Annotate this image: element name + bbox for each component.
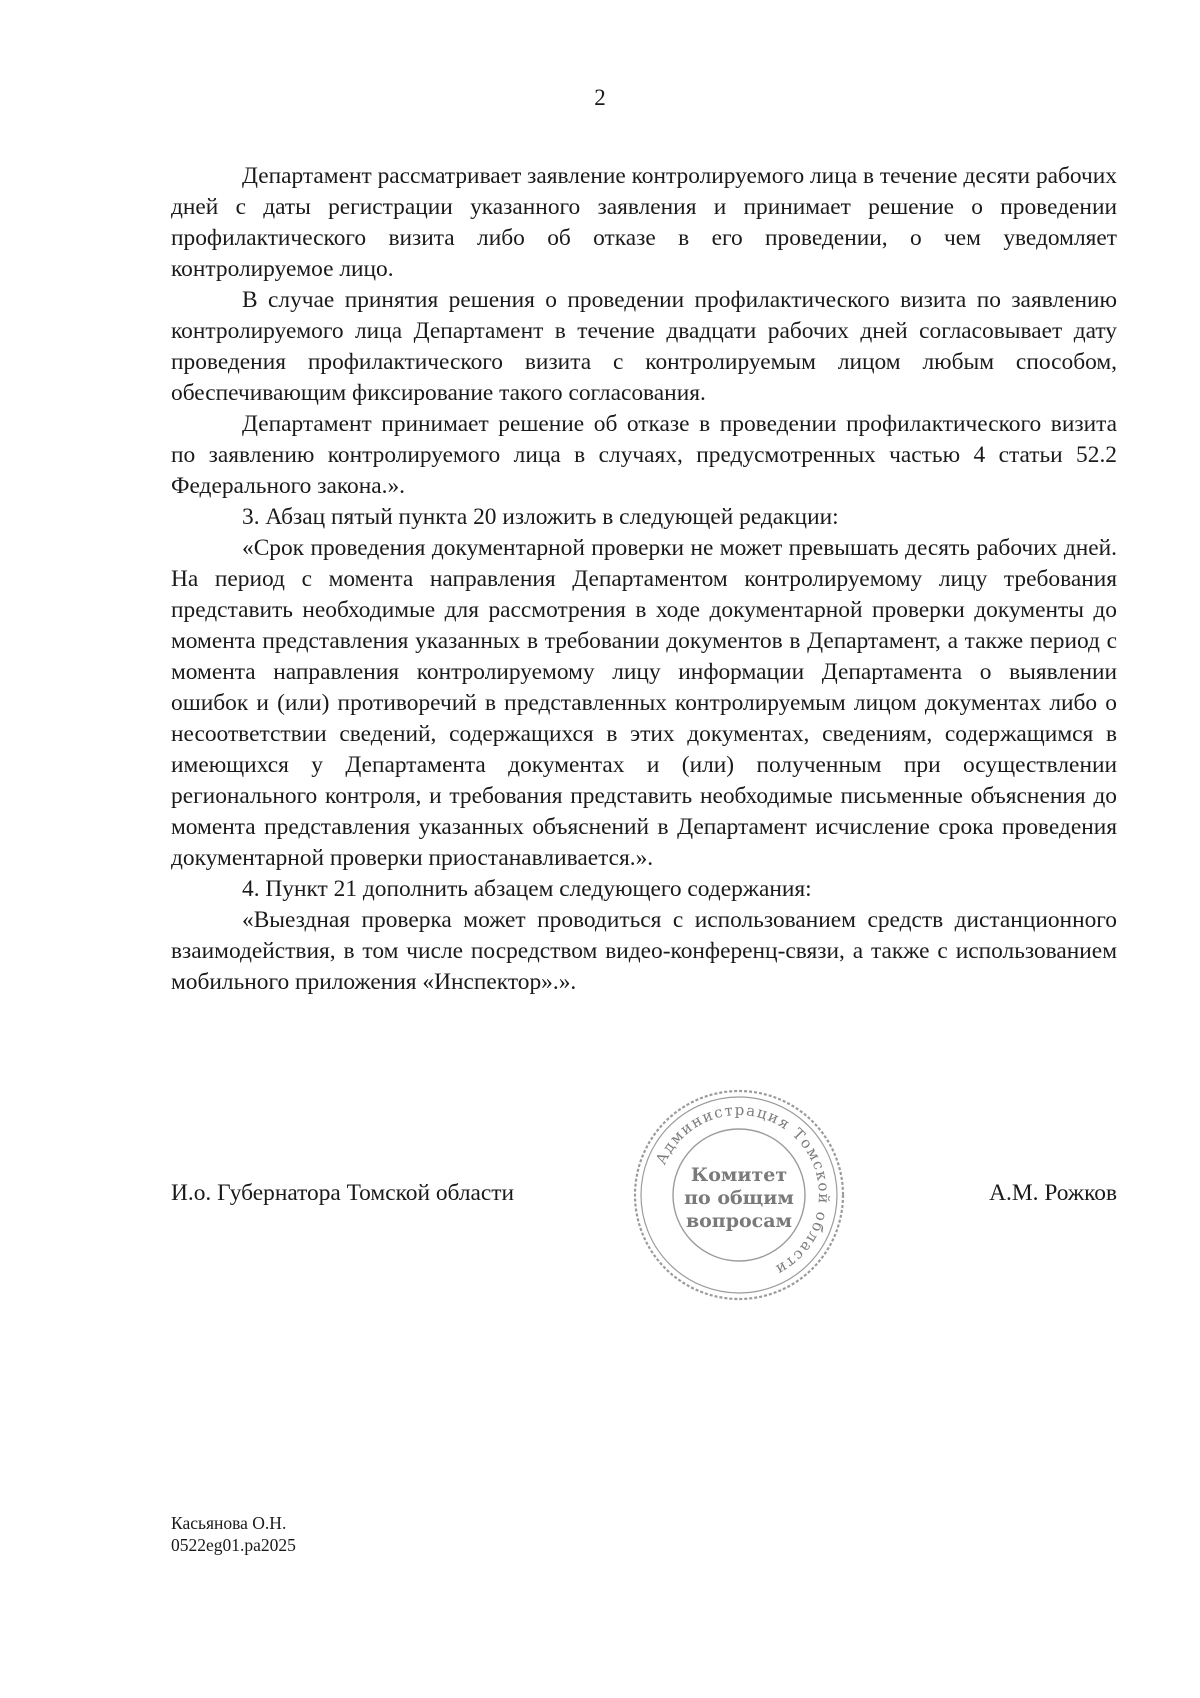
- paragraph: 4. Пункт 21 дополнить абзацем следующего содержания:: [242, 876, 812, 902]
- executor-name: Касьянова О.Н.: [171, 1513, 287, 1533]
- paragraph: «Выездная проверка может проводиться с использованием средств дистанционного взаимодействия, в том числе посредством видео-конференц-связи, а также с использованием мобильного приложения «Инспектор».».: [171, 907, 1117, 995]
- executor-info: [171, 1512, 296, 1556]
- document-body: [171, 161, 1117, 998]
- stamp-center-line: вопросам: [685, 1210, 793, 1232]
- stamp-center-line: по общим: [684, 1187, 794, 1209]
- stamp-ring-text: Администрация Томской области: [651, 1100, 834, 1280]
- official-stamp: [629, 1085, 849, 1305]
- paragraph: В случае принятия решения о проведении профилактического визита по заявлению контролируемого лица Департамент в течение двадцати рабочих дней согласовывает дату проведения профилактического визита с контролируемым лицом любым способом, обеспечивающим фиксирование такого согласования.: [171, 287, 1117, 406]
- signatory-name: А.М. Рожков: [989, 1180, 1117, 1206]
- paragraph: «Срок проведения документарной проверки не может превышать десять рабочих дней. На период с момента направления Департаментом контролируемому лицу требования представить необходимые для рассмотрения в ходе документарной проверки документы до момента представления указанных в требовании документов в Департамент, а также период с момента направления контролируемому лицу информации Департамента о выявлении ошибок и (или) противоречий в представленных контролируемым лицом документах либо о несоответствии сведений, содержащихся в этих документах, сведениям, содержащимся в имеющихся у Департамента документах и (или) полученным при осуществлении регионального контроля, и требования представить необходимые письменные объяснения до момента представления указанных объяснений в Департамент исчисление срока проведения документарной проверки приостанавливается.».: [171, 535, 1117, 871]
- paragraph: Департамент принимает решение об отказе в проведении профилактического визита по заявлению контролируемого лица в случаях, предусмотренных частью 4 статьи 52.2 Федерального закона.».: [171, 411, 1117, 499]
- signatory-position: И.о. Губернатора Томской области: [171, 1180, 515, 1206]
- document-code: 0522eg01.pa2025: [171, 1535, 296, 1555]
- stamp-center-line: Комитет: [690, 1164, 788, 1186]
- paragraph: 3. Абзац пятый пункта 20 изложить в следующей редакции:: [242, 504, 839, 530]
- page-number: 2: [594, 85, 606, 110]
- paragraph: Департамент рассматривает заявление контролируемого лица в течение десяти рабочих дней с даты регистрации указанного заявления и принимает решение о проведении профилактического визита либо об отказе в его проведении, о чем уведомляет контролируемое лицо.: [171, 163, 1117, 282]
